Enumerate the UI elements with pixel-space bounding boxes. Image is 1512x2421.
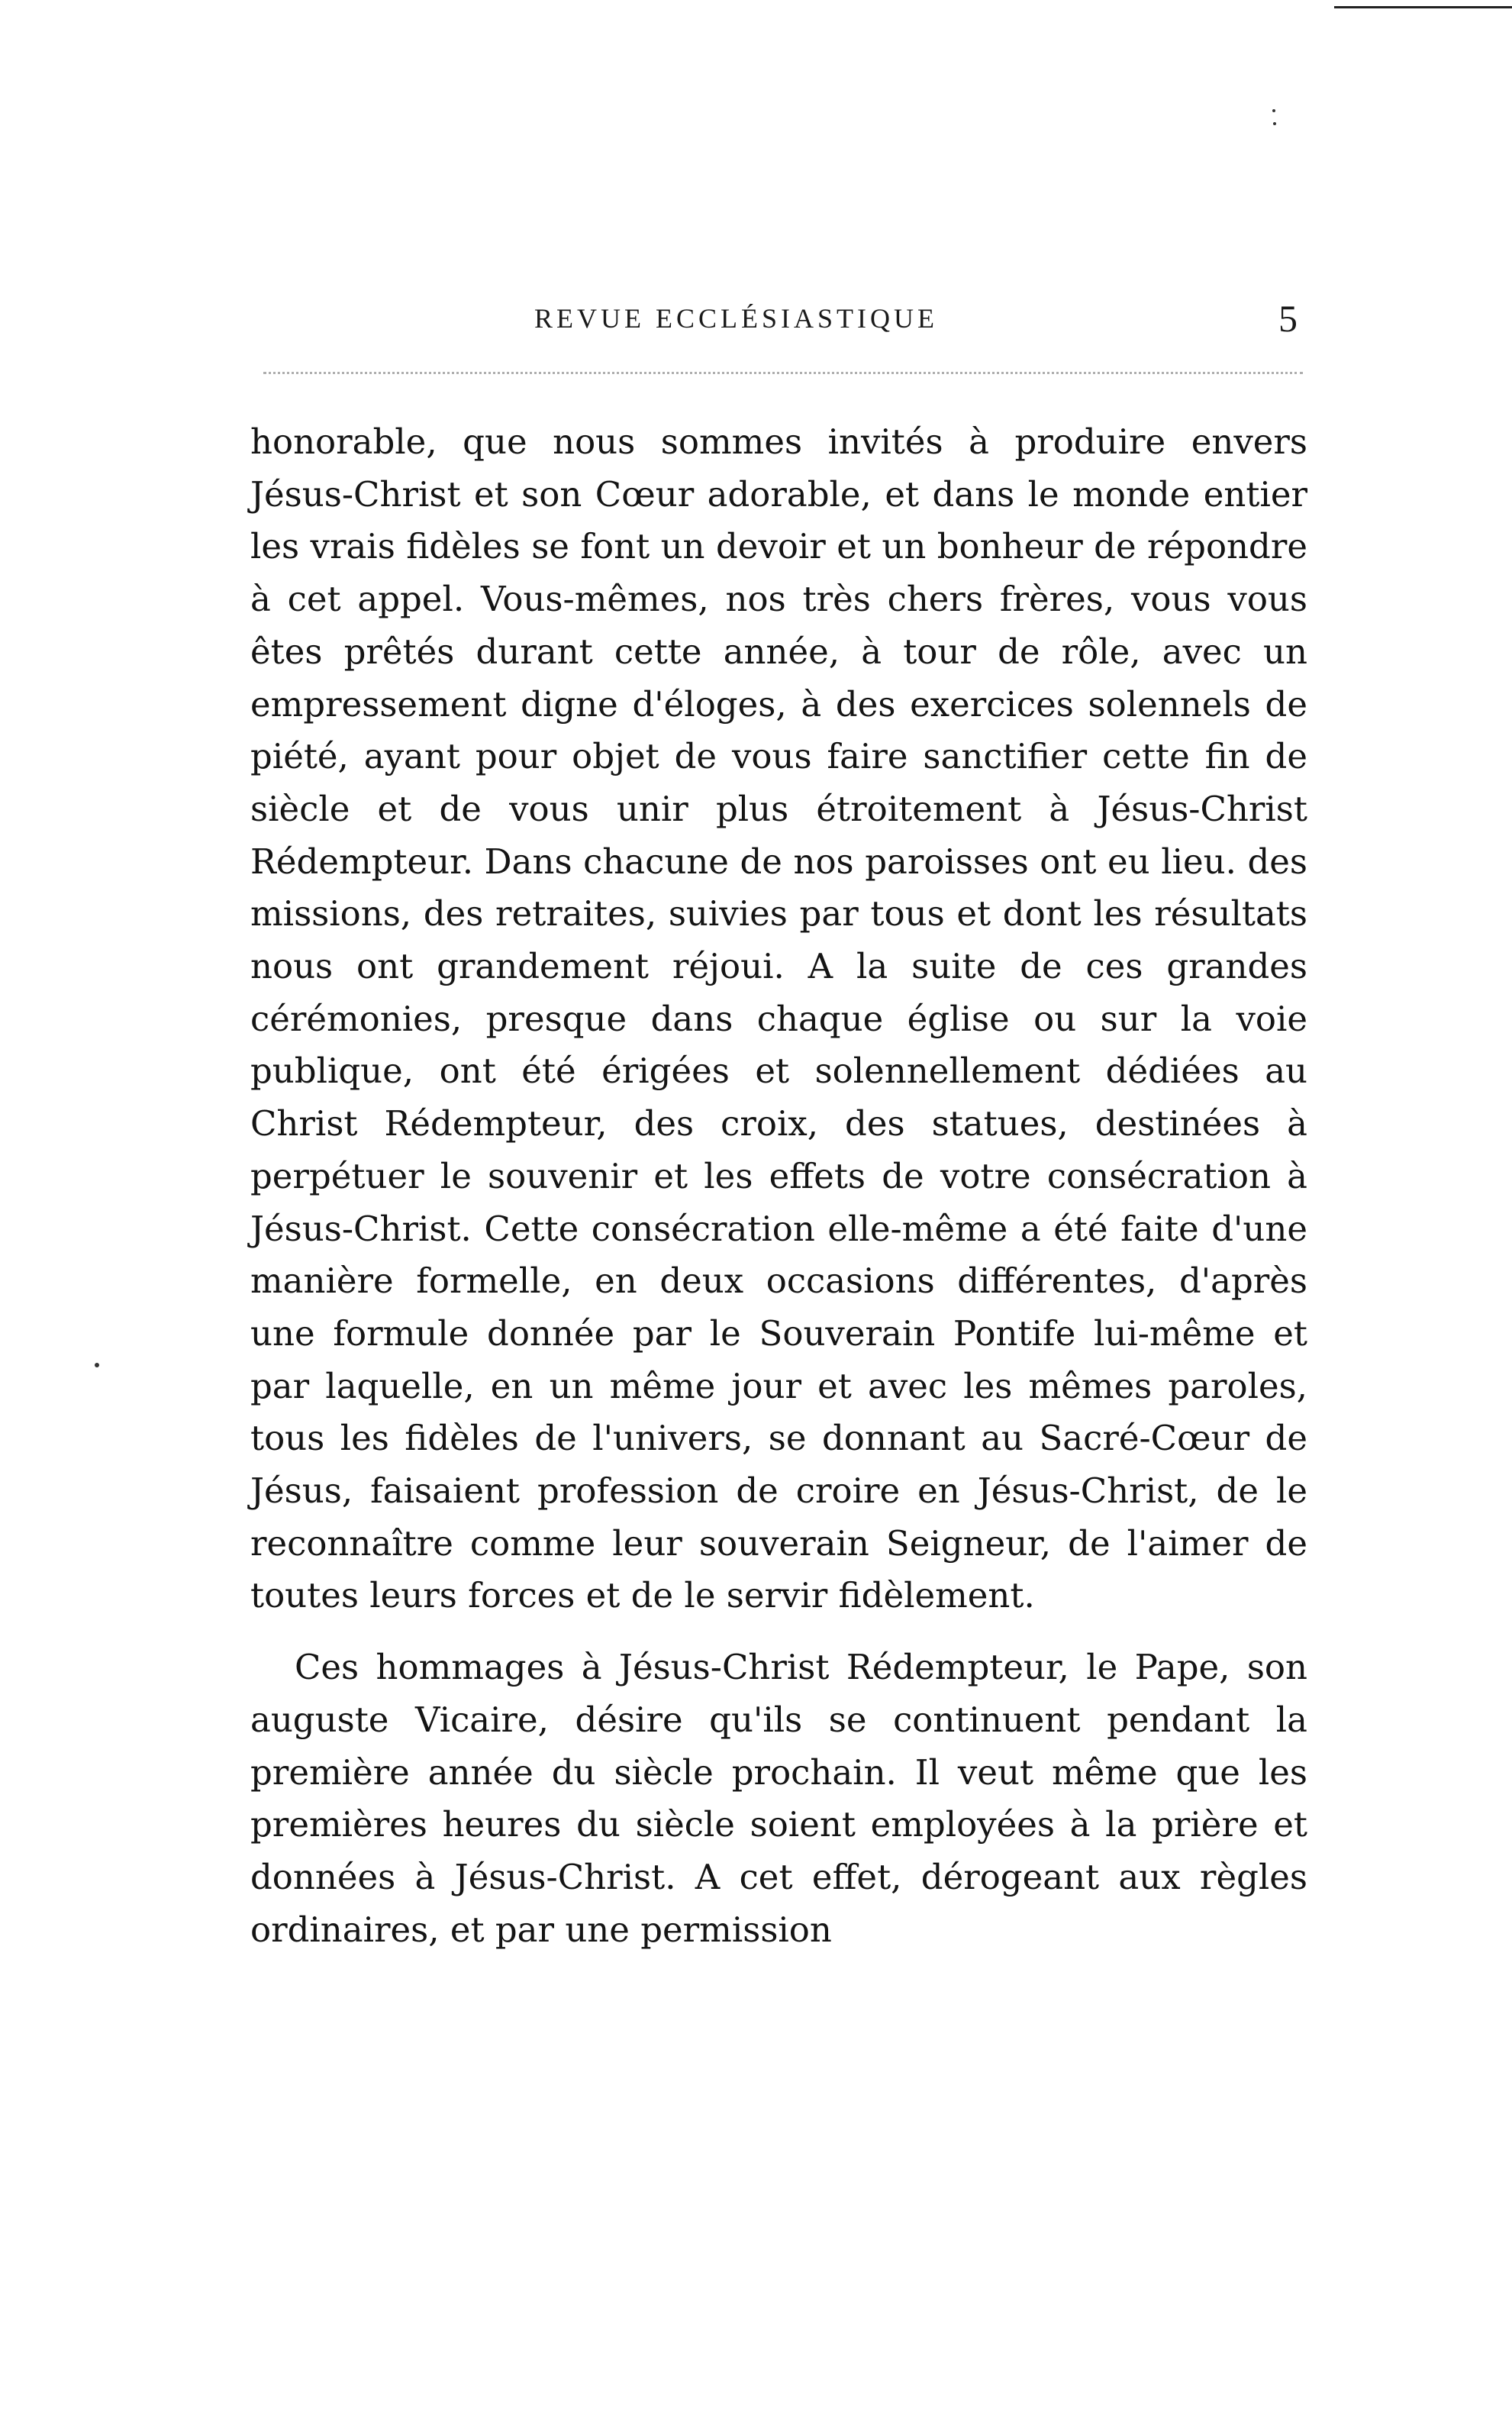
- margin-speck: [1272, 109, 1275, 112]
- page-number: 5: [1278, 297, 1298, 340]
- margin-speck: [1273, 122, 1276, 125]
- paragraph: honorable, que nous sommes invités à produire envers Jésus-Christ et son Cœur adorable, et dans le monde entier les vrais fidèles se font un devoir et un bonheur de répondre à cet appel. Vous-mêmes, nos très chers frères, vous vous êtes prêtés durant cette année, à tour de rôle, avec un empressement digne d'éloges, à des exercices solennels de piété, ayant pour objet de vous faire sanctifier cette fin de siècle et de vous unir plus étroitement à Jésus-Christ Rédempteur. Dans chacune de nos paroisses ont eu lieu. des missions, des retraites, suivies par tous et dont les résultats nous ont grandement réjoui. A la suite de ces grandes cérémonies, presque dans chaque église ou sur la voie publique, ont été érigées et solennellement dédiées au Christ Rédempteur, des croix, des statues, destinées à perpétuer le souvenir et les effets de votre consécration à Jésus-Christ. Cette consécration elle-même a été faite d'une manière formelle, en deux occasions différentes, d'après une formule donnée par le Souverain Pontife lui-même et par laquelle, en un même jour et avec les mêmes paroles, tous les fidèles de l'univers, se donnant au Sacré-Cœur de Jésus, faisaient profession de croire en Jésus-Christ, de le reconnaître comme leur souverain Seigneur, de l'aimer de toutes leurs forces et de le servir fidèlement.: [250, 421, 1307, 1616]
- corner-rule: [1334, 6, 1512, 8]
- running-head: [0, 296, 1512, 342]
- header-rule: [263, 372, 1303, 374]
- margin-speck: [95, 1363, 99, 1367]
- paragraph: Ces hommages à Jésus-Christ Rédempteur, le Pape, son auguste Vicaire, désire qu'ils se continuent pendant la première année du siècle prochain. Il veut même que les premières heures du siècle soient employées à la prière et données à Jésus-Christ. A cet effet, dérogeant aux règles ordinaires, et par une permission: [250, 1647, 1307, 1950]
- running-title: REVUE ECCLÉSIASTIQUE: [534, 303, 938, 334]
- text-body: [250, 416, 1307, 1956]
